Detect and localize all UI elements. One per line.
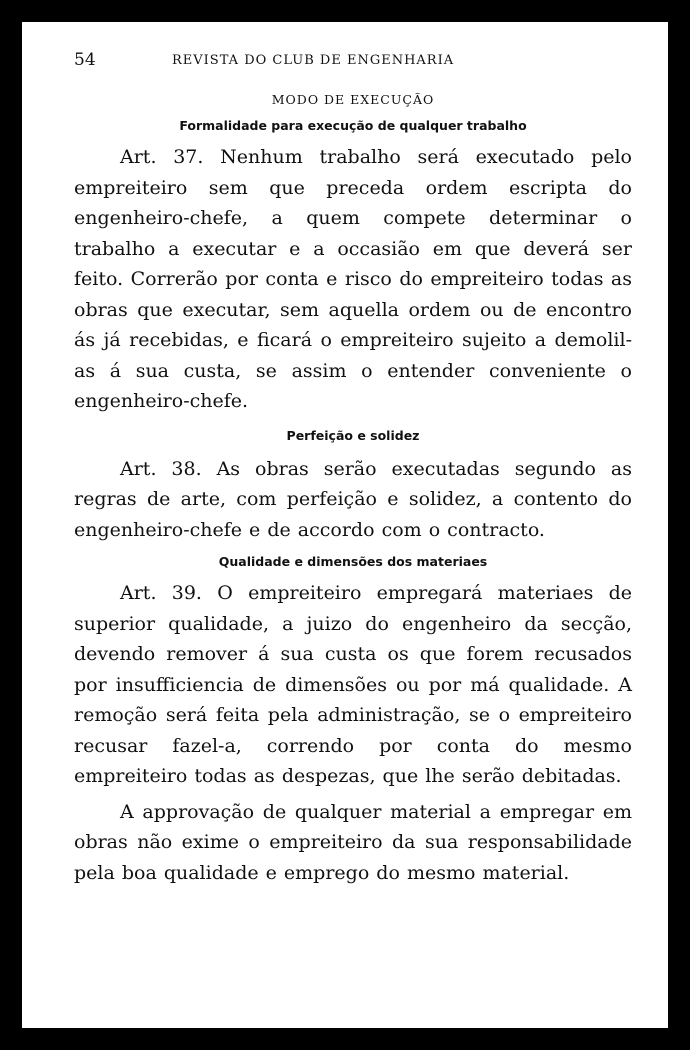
section-title: MODO DE EXECUÇÃO — [271, 92, 435, 107]
article-37-text: Art. 37. Nenhum trabalho será executado pelo empreiteiro sem que preceda ordem escripta do engenheiro-chefe, a quem compete determinar o trabalho a executar e a occasião em que deverá ser feito. Correrão por conta e risco do empreiteiro todas as obras que executar, sem aquella ordem ou de encontro ás já recebidas, e ficará o empreiteiro sujeito a demolil-as á sua custa, se assim o entender conveniente o engenheiro-chefe. — [74, 146, 632, 412]
running-head — [74, 50, 632, 80]
article-39-continuation: A approvação de qualquer material a empregar em obras não exime o empreiteiro da sua responsabilidade pela boa qualidade e emprego do mesmo material. — [74, 800, 632, 884]
article-38-text: Art. 38. As obras serão executadas segundo as regras de arte, com perfeição e solidez, a contento do engenheiro-chefe e de accordo com o contracto. — [74, 457, 632, 541]
book-page — [22, 22, 668, 1028]
article-39-text: Art. 39. O empreiteiro empregará materiaes de superior qualidade, a juizo do engenheiro da secção, devendo remover á sua custa os que forem recusados por insufficiencia de dimensões ou por má qualidade. A remoção será feita pela administração, se o empreiteiro recusar fazel-a, correndo por conta do mesmo empreiteiro todas as despezas, que lhe serão debitadas. — [74, 582, 632, 787]
article-38-heading: Perfeição e solidez — [286, 427, 420, 443]
page-number: 54 — [74, 50, 96, 70]
page-content — [74, 22, 632, 888]
article-39-heading: Qualidade e dimensões dos materiaes — [218, 554, 488, 569]
article-37-heading: Formalidade para execução de qualquer trabalho — [179, 118, 527, 133]
journal-title: REVISTA DO CLUB DE ENGENHARIA — [172, 53, 455, 68]
